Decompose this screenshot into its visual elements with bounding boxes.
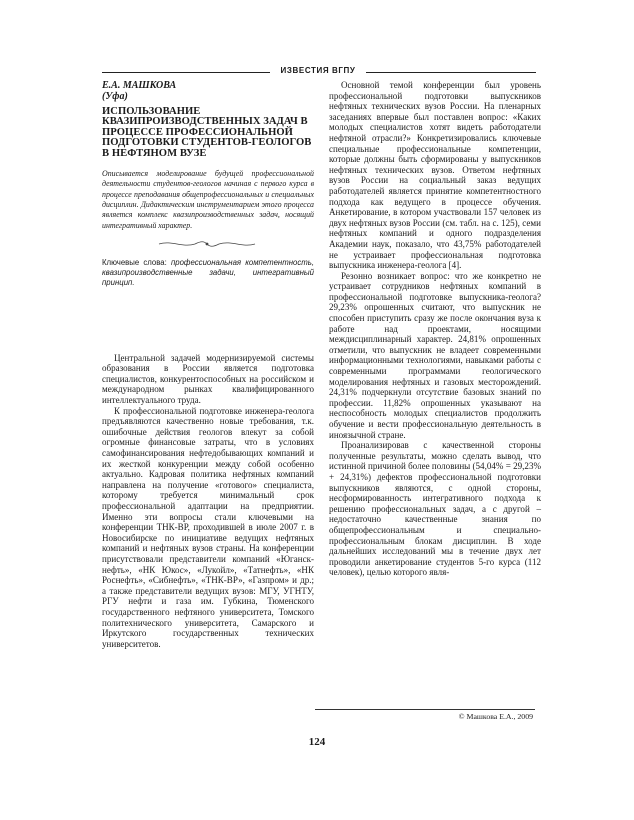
- left-column: [102, 80, 314, 649]
- ornament-divider-icon: [157, 238, 257, 250]
- article-title: ИСПОЛЬЗОВАНИЕ КВАЗИПРОИЗВОДСТВЕННЫХ ЗАДАЧ В ПРОЦЕССЕ ПРОФЕССИОНАЛЬНОЙ ПОДГОТОВКИ СТУДЕНТОВ-ГЕОЛОГОВ В НЕФТЯНОМ ВУЗЕ: [102, 106, 312, 159]
- author-name: Е.А. МАШКОВА: [102, 80, 177, 91]
- left-body-text: [102, 353, 314, 650]
- paragraph: Резонно возникает вопрос: что же конкретно не устраивает сотрудников нефтяных компаний в профессиональной подготовке выпускника-геолога? 29,23% опрошенных считают, что выпускник не способен приступить сразу же после окончания вуза к работе над проектами, носящими междисциплинарный характер. 24,81% опрошенных отметили, что выпускник не владеет современными информационными технологиями, навыками работы с современными программами геологического моделирования нефтяных и газовых месторождений. 24,31% подчеркнули отсутствие базовых знаний по профессии. 11,82% опрошенных указывают на неспособность молодых специалистов продолжить обучение и вести профессиональную деятельность в иноязычной стране.: [329, 270, 541, 440]
- paragraph: Проанализировав с качественной стороны полученные результаты, можно сделать вывод, что истинной причиной более половины (54,04% = 29,23% + 24,31%) дефектов профессиональной подготовки выпускников являются, с одной стороны, несформированность интегративного подхода к решению профессиональных задач, а с другой – недостаточно качественные знания по общепрофессиональным и специально-профессиональным блокам дисциплин. В ходе дальнейших исследований мы в течение двух лет проводили анкетирование студентов 5-го курса (112 человек), целью которого явля-: [329, 440, 541, 578]
- header-rule-right: [366, 72, 536, 73]
- page-number: 124: [308, 736, 326, 748]
- author-city: (Уфа): [102, 91, 128, 102]
- keywords-label: Ключевые слова:: [102, 257, 167, 267]
- paragraph: Центральной задачей модернизируемой системы образования в России является подготовка специалистов, конкурентоспособных на российском и международном рынках квалифицированного интеллектуального труда.: [102, 352, 314, 406]
- running-header: ИЗВЕСТИЯ ВГПУ: [280, 66, 356, 75]
- keywords-text: профессиональная компетентность, квазипроизводственные задачи, интегративный принцип.: [102, 257, 314, 288]
- keywords: [102, 258, 314, 289]
- paragraph: К профессиональной подготовке инженера-геолога предъявляются качественно новые требования, т.к. ошибочные действия геологов влекут за собой огромные финансовые затраты, что в условиях самофинансирования нефтедобывающих компаний и их жесткой конкуренции между собой особенно актуально. Кадровая политика нефтяных компаний направлена на получение «готового» специалиста, которому требуется минимальный срок профессиональной адаптации на предприятии. Именно эти вопросы стали ключевыми на конференции ТНК-ВР, проходившей в июле 2007 г. в Новосибирске по инициативе ведущих нефтяных компаний и нефтяных вузов страны. На конференции присутствовали представители компаний «Юганск-нефть», «НК Юкос», «Лукойл», «Татнефть», «НК Роснефть», «Сибнефть», «ТНК-ВР», «Газпром» и др.; а также представители ведущих вузов: МГУ, УГНТУ, РГУ нефти и газа им. Губкина, Тюменского государственного нефтяного университета, Томского политехнического университета, Самарского и Иркутского государственных технических университетов.: [102, 405, 314, 649]
- right-column: [329, 80, 541, 578]
- copyright-notice: © Машкова Е.А., 2009: [458, 712, 533, 721]
- paragraph: Основной темой конференции был уровень профессиональной подготовки выпускников нефтяных технических вузов России. На пленарных заседаниях впервые был поставлен вопрос: «Каких молодых специалистов хотят видеть работодатели нефтяной отрасли?» Конкретизировались ключевые специальные профессиональные компетенции, которые должны быть сформированы у выпускников нефтяных технических вузов. Ответом нефтяных вузов России на социальный заказ ведущих работодателей является принятие компетентностного подхода как ведущего в процессе обучения. Анкетирование, в котором участвовали 157 человек из двух нефтяных вузов России (см. табл. на с. 125), семи нефтяных компаний и одного подразделения Академии наук, показало, что 43,75% работодателей не устраивает профессиональная подготовка выпускника инженера-геолога [4].: [329, 80, 541, 271]
- header-rule-left: [102, 72, 270, 73]
- article-abstract: Описывается моделирование будущей профессиональной деятельности студентов-геологов начиная с первого курса в процессе преподавания общепрофессиональных и специальных дисциплин. Дидактическим инструментарием этого процесса является комплекс квазипроизводственных задач, носящий интегративный характер.: [102, 169, 314, 230]
- footnote-rule: [315, 709, 535, 710]
